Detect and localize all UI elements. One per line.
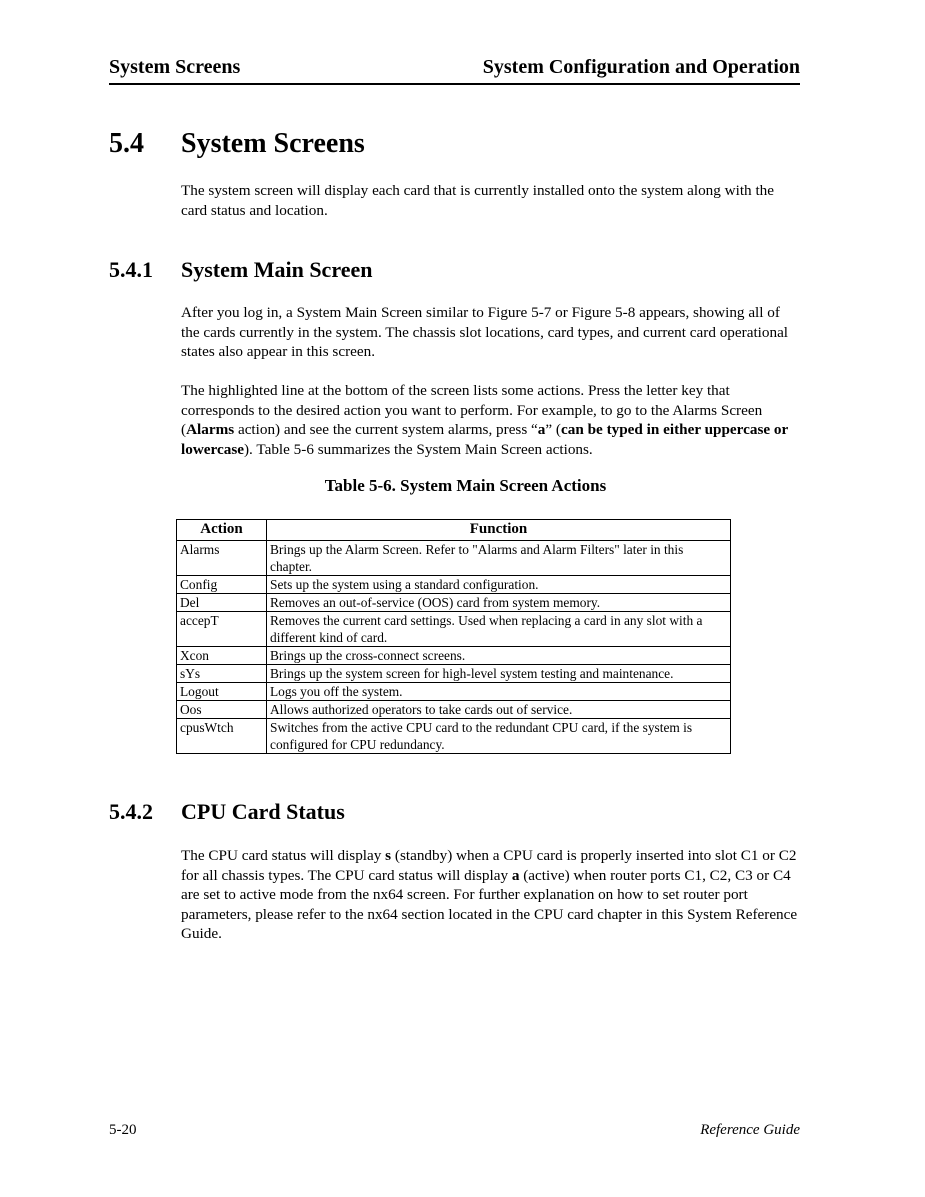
action-cell: Config	[177, 576, 267, 594]
table-caption	[0, 476, 925, 496]
function-cell: Removes the current card settings. Used when replacing a card in any slot with a different kind of card.	[267, 612, 731, 647]
function-cell: Logs you off the system.	[267, 683, 731, 701]
action-cell: Oos	[177, 701, 267, 719]
action-cell: Xcon	[177, 647, 267, 665]
function-cell: Brings up the cross-connect screens.	[267, 647, 731, 665]
section-title: CPU Card Status	[181, 799, 345, 824]
table-row	[177, 612, 731, 647]
cpu-status-paragraph	[181, 846, 801, 944]
footer-title: Reference Guide	[700, 1122, 800, 1138]
function-cell: Allows authorized operators to take cards out of service.	[267, 701, 731, 719]
table-row	[177, 647, 731, 665]
text-run: (active) when router ports C1, C2, C3 or C4 are set to active mode from the nx64 screen. For further explanation on how to set router port parameters, please refer to the nx64 section located in the CPU card chapter in this System Reference Guide.	[181, 866, 798, 943]
table-row	[177, 541, 731, 576]
function-cell: Switches from the active CPU card to the redundant CPU card, if the system is configured for CPU redundancy.	[267, 719, 731, 754]
action-cell: accepT	[177, 612, 267, 647]
section-heading-5-4-2	[109, 799, 345, 825]
page-number: 5-20	[109, 1122, 137, 1138]
table-caption-text: Table 5-6. System Main Screen Actions	[324, 476, 607, 495]
text-run: ” (	[545, 421, 561, 439]
table-row	[177, 701, 731, 719]
text-run: ). Table 5-6 summarizes the System Main Screen actions.	[243, 440, 593, 458]
actions-table	[176, 519, 731, 754]
action-cell: Alarms	[177, 541, 267, 576]
section-title: System Screens	[181, 128, 365, 159]
section-number: 5.4.1	[109, 257, 153, 282]
text-run: action) and see the current system alarms, press “	[234, 421, 538, 439]
bold-run: s	[385, 847, 392, 864]
table-row	[177, 719, 731, 754]
action-cell: Logout	[177, 683, 267, 701]
bold-run: Alarms	[186, 421, 235, 439]
table-row	[177, 576, 731, 594]
table-row	[177, 594, 731, 612]
table-row	[177, 665, 731, 683]
text-run: (standby) when a CPU card is properly inserted into slot C1 or C2 for all chassis types. The CPU card status will display	[181, 847, 797, 884]
action-cell: sYs	[177, 665, 267, 683]
action-cell: cpusWtch	[177, 719, 267, 754]
text-run: The highlighted line at the bottom of the screen lists some actions. Press the letter key that corresponds to the desired action you want to perform. For example, to go to the Alarms Screen (	[181, 382, 763, 439]
section-heading-5-4-1	[109, 257, 372, 283]
header-left-title: System Screens	[109, 56, 241, 78]
section-number: 5.4	[109, 128, 144, 159]
header-right-title: System Configuration and Operation	[482, 56, 800, 78]
column-header-function: Function	[267, 520, 731, 541]
text-run: The CPU card status will display	[181, 847, 386, 864]
section-number: 5.4.2	[109, 799, 153, 824]
section-heading-5-4	[109, 128, 365, 160]
header-rule	[109, 83, 800, 85]
action-cell: Del	[177, 594, 267, 612]
function-cell: Sets up the system using a standard configuration.	[267, 576, 731, 594]
function-cell: Brings up the Alarm Screen. Refer to "Alarms and Alarm Filters" later in this chapter.	[267, 541, 731, 576]
bold-run: can be typed in either uppercase or lowercase	[181, 421, 788, 458]
actions-paragraph	[181, 381, 801, 459]
table-header-row	[177, 520, 731, 541]
bold-run: a	[511, 866, 520, 884]
section-intro-paragraph: The system screen will display each card that is currently installed onto the system along with the card status and location.	[181, 182, 775, 219]
bold-run: a	[537, 421, 546, 439]
table-row	[177, 683, 731, 701]
running-header	[109, 56, 800, 79]
section-title: System Main Screen	[181, 257, 373, 282]
function-cell: Brings up the system screen for high-level system testing and maintenance.	[267, 665, 731, 683]
main-screen-paragraph: After you log in, a System Main Screen similar to Figure 5-7 or Figure 5-8 appears, showing all of the cards currently in the system. The chassis slot locations, card types, and current card operational states also appear in this screen.	[181, 304, 789, 361]
function-cell: Removes an out-of-service (OOS) card from system memory.	[267, 594, 731, 612]
column-header-action: Action	[177, 520, 267, 541]
